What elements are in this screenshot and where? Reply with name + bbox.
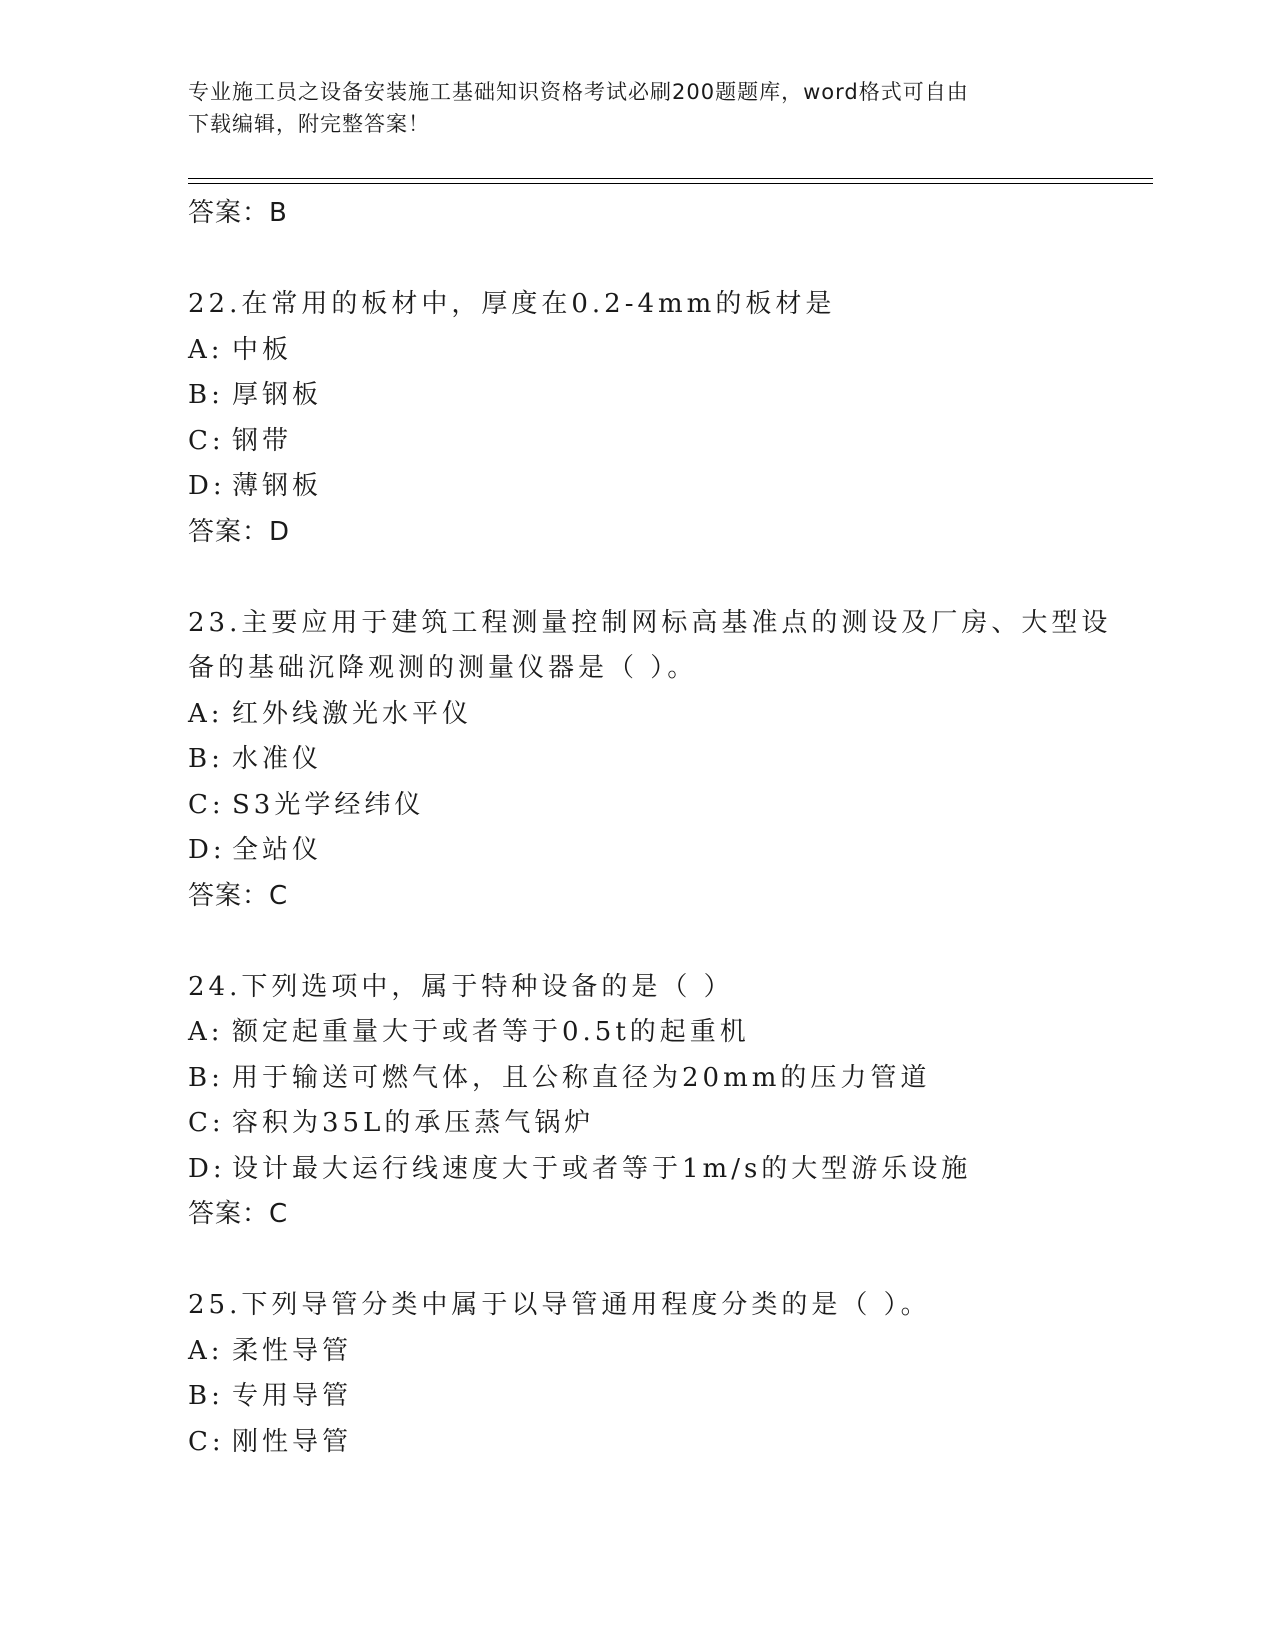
option-letter: A: xyxy=(188,1017,224,1047)
answer-option xyxy=(188,419,1188,465)
answer-option xyxy=(188,783,1188,829)
option-letter: D: xyxy=(188,471,226,501)
header-divider-top xyxy=(188,178,1153,179)
questions-container xyxy=(188,282,1188,1465)
question-block xyxy=(188,601,1188,919)
option-text: S3光学经纬仪 xyxy=(232,789,425,820)
option-text: 专用导管 xyxy=(232,1381,353,1411)
option-letter: B: xyxy=(188,380,224,410)
option-letter: D: xyxy=(188,835,226,865)
question-stem: 25.下列导管分类中属于以导管通用程度分类的是（ ）。 xyxy=(188,1290,931,1320)
option-letter: C: xyxy=(188,1108,225,1138)
option-letter: C: xyxy=(188,425,225,456)
answer-option xyxy=(188,828,1188,874)
option-text: 容积为35L的承压蒸气锅炉 xyxy=(232,1108,595,1138)
option-text: 用于输送可燃气体，且公称直径为20mm的压力管道 xyxy=(232,1062,931,1093)
option-text: 薄钢板 xyxy=(232,471,323,501)
option-text: 额定起重量大于或者等于0.5t的起重机 xyxy=(232,1017,750,1047)
option-letter: C: xyxy=(188,1426,225,1457)
question-stem: 24.下列选项中，属于特种设备的是（ ） xyxy=(188,971,734,1002)
option-letter: D: xyxy=(188,1153,226,1184)
answer-option xyxy=(188,692,1188,738)
answer-option xyxy=(188,464,1188,510)
answer-option xyxy=(188,328,1188,374)
option-text: 钢带 xyxy=(232,425,293,456)
answer-option xyxy=(188,1010,1188,1056)
option-text: 中板 xyxy=(232,334,293,365)
answer-line: 答案：C xyxy=(188,880,289,911)
option-letter: B: xyxy=(188,744,224,774)
question-list xyxy=(188,191,1188,1465)
answer-option xyxy=(188,737,1188,783)
option-text: 柔性导管 xyxy=(232,1335,353,1366)
previous-answer: 答案：B xyxy=(188,198,288,228)
answer-option xyxy=(188,1374,1188,1420)
option-letter: A: xyxy=(188,334,224,365)
option-text: 设计最大运行线速度大于或者等于1m/s的大型游乐设施 xyxy=(232,1153,972,1184)
answer-option xyxy=(188,1147,1188,1193)
question-stem: 23.主要应用于建筑工程测量控制网标高基准点的测设及厂房、大型设 xyxy=(188,607,1112,638)
option-letter: B: xyxy=(188,1381,224,1411)
answer-option xyxy=(188,1420,1188,1466)
option-text: 厚钢板 xyxy=(232,380,323,410)
answer-option xyxy=(188,1329,1188,1375)
question-stem: 22.在常用的板材中，厚度在0.2-4mm的板材是 xyxy=(188,289,836,319)
option-text: 刚性导管 xyxy=(232,1426,353,1457)
answer-option xyxy=(188,1056,1188,1102)
document-header xyxy=(188,76,1088,140)
header-line-1: 专业施工员之设备安装施工基础知识资格考试必刷200题题库，word格式可自由 xyxy=(188,80,969,104)
question-stem: 备的基础沉降观测的测量仪器是（ ）。 xyxy=(188,653,698,683)
option-letter: B: xyxy=(188,1062,224,1093)
question-block xyxy=(188,282,1188,555)
answer-line: 答案：C xyxy=(188,1199,289,1229)
option-text: 水准仪 xyxy=(232,744,323,774)
header-line-2: 下载编辑，附完整答案！ xyxy=(188,112,430,136)
answer-option xyxy=(188,373,1188,419)
header-divider-bottom xyxy=(188,183,1153,184)
option-letter: A: xyxy=(188,698,224,729)
answer-option xyxy=(188,1101,1188,1147)
question-block xyxy=(188,965,1188,1238)
option-letter: C: xyxy=(188,789,225,820)
option-text: 红外线激光水平仪 xyxy=(232,698,473,729)
option-letter: A: xyxy=(188,1335,224,1366)
question-block xyxy=(188,1283,1188,1465)
answer-line: 答案：D xyxy=(188,516,291,547)
option-text: 全站仪 xyxy=(232,835,323,865)
